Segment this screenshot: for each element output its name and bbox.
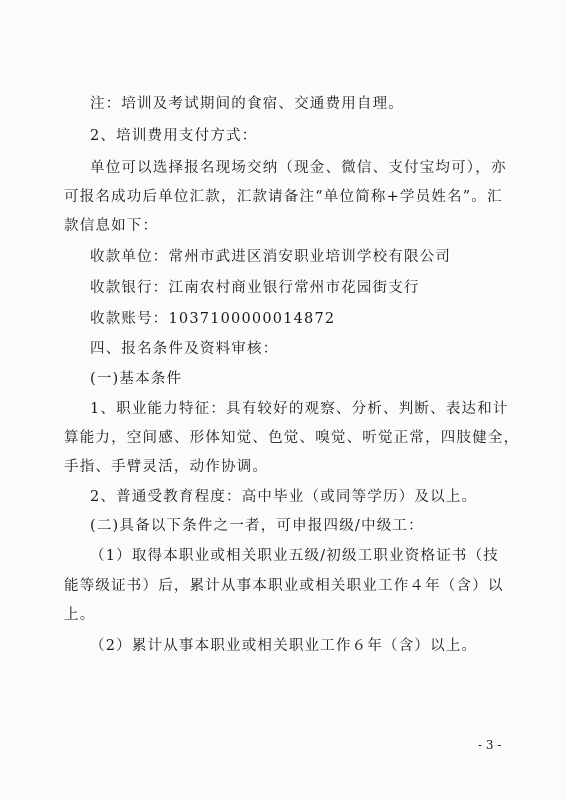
paragraph-line: 算能力，空间感、形体知觉、色觉、嗅觉、听觉正常，四肢健全，: [64, 430, 520, 446]
subsection-heading-conditions: (二)具备以下条件之一者，可申报四级/中级工：: [90, 518, 424, 534]
paragraph-line: 手指、手臂灵活，动作协调。: [64, 459, 269, 475]
paragraph-line: 1、职业能力特征：具有较好的观察、分析、判断、表达和计: [90, 401, 509, 417]
paragraph-line: 款信息如下：: [64, 218, 159, 234]
paragraph-line: （2）累计从事本职业或相关职业工作６年（含）以上。: [90, 638, 478, 654]
subsection-heading-basic: (一)基本条件: [90, 371, 183, 387]
paragraph-line: 可报名成功后单位汇款，汇款请备注“单位简称+学员姓名”。汇: [64, 189, 503, 205]
note-line: 注：培训及考试期间的食宿、交通费用自理。: [90, 96, 404, 112]
paragraph-line: 能等级证书）后，累计从事本职业或相关职业工作４年（含）以: [64, 578, 504, 594]
paragraph-line: 单位可以选择报名现场交纳（现金、微信、支付宝均可），亦: [90, 160, 507, 176]
section-heading-requirements: 四、报名条件及资料审核：: [90, 341, 279, 357]
paragraph-line: 2、普通受教育程度：高中毕业（或同等学历）及以上。: [90, 489, 478, 505]
payee-unit-line: 收款单位：常州市武进区消安职业培训学校有限公司: [90, 249, 452, 265]
paragraph-line: 上。: [64, 607, 96, 623]
paragraph-line: （1）取得本职业或相关职业五级/初级工职业资格证书（技: [90, 548, 500, 564]
account-number-line: 收款账号：1037100000014872: [90, 311, 336, 327]
page-number: - 3 -: [478, 738, 502, 752]
section-heading-payment: 2、培训费用支付方式：: [90, 128, 258, 144]
payee-bank-line: 收款银行：江南农村商业银行常州市花园街支行: [90, 280, 420, 296]
